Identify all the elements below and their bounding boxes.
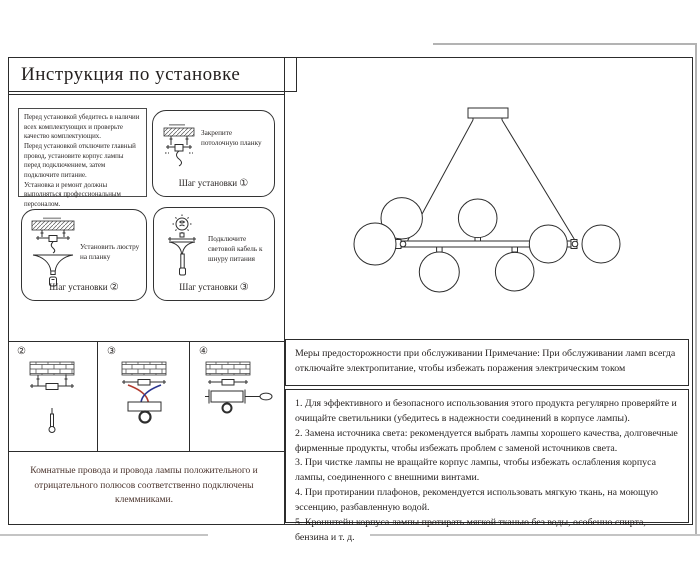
page-edge-top: [433, 43, 696, 45]
wire-connection-diagram: [108, 360, 182, 448]
step-box-3: [153, 207, 275, 301]
maintenance-item: 3. При чистке лампы не вращайте корпус лампы, чтобы избежать ослабления корпуса лампы, соединенного с внешними винтами.: [295, 457, 656, 484]
step-number: ①: [239, 178, 249, 189]
title-rule: [8, 94, 285, 95]
terminal-screwdriver-diagram: [198, 360, 284, 448]
intro-text-box: [18, 108, 147, 208]
globe: [419, 252, 459, 292]
page-title: Инструкция по установке: [21, 63, 241, 85]
canopy: [468, 108, 508, 118]
step-label: Шаг установки ③: [179, 282, 249, 293]
maintenance-item: 5. Кронштейн корпуса лампы протирать мягкой тканью без воды, особенно спирта, бензина и т. д.: [295, 516, 646, 543]
ring: [223, 404, 232, 413]
step-label: Шаг установки ②: [49, 282, 119, 293]
globe: [582, 225, 620, 263]
maintenance-item: 2. Замена источника света: рекомендуется выбрать лампы хорошего качества, долговечные фирменные продукты, чтобы избежать проблем с заменой источников света.: [295, 427, 678, 454]
precaution-box: [285, 339, 689, 386]
step-caption: Подключите световой кабель к шнуру питания: [208, 235, 263, 264]
step-label: Шаг установки ①: [178, 178, 249, 189]
globe: [495, 252, 534, 291]
step-caption: Установить люстру на планку: [80, 243, 140, 262]
mount-chandelier-diagram: [29, 217, 77, 287]
step-box-1: [152, 110, 275, 197]
ring: [140, 412, 151, 423]
panel-number: ②: [17, 346, 26, 357]
globe: [529, 225, 567, 263]
maintenance-box: [285, 389, 689, 543]
bracket-screw-diagram: [18, 360, 88, 448]
wiring-caption: Комнатные провода и провода лампы положительного и отрицательного полюсов соответственно подключены клеммниками.: [30, 466, 258, 506]
chandelier-diagram: [285, 57, 692, 339]
intro-paragraph: Перед установкой отключите главный провод, установите корпус лампы перед подключением, затем подключите питание.: [24, 142, 136, 179]
connect-cable-diagram: [160, 214, 204, 288]
wiring-panel-3: [97, 342, 190, 451]
step-number: ③: [239, 282, 249, 293]
panel-number: ③: [107, 346, 116, 357]
step-box-2: [21, 209, 147, 301]
step-number: ②: [109, 282, 119, 293]
ceiling-plate-diagram: [161, 123, 197, 173]
globe: [354, 223, 396, 265]
globe: [458, 199, 497, 238]
wiring-panels: [8, 341, 285, 452]
page-edge-bottom-left: [0, 534, 208, 536]
page-edge-right: [695, 43, 697, 536]
title-box: [8, 57, 297, 92]
wiring-panel-2: [8, 342, 97, 451]
wiring-panel-4: [189, 342, 286, 451]
step-caption: Закрепите потолочную планку: [201, 129, 262, 148]
intro-paragraph: Перед установкой убедитесь в наличии всех комплектующих и проверьте качество комплектующих.: [24, 114, 140, 141]
maintenance-item: 1. Для эффективного и безопасного использования этого продукта регулярно проверяйте и очищайте светильники (убедитесь в надежности соединений в корпусе лампы).: [295, 398, 677, 424]
maintenance-item: 4. При протирании плафонов, рекомендуется использовать мягкую ткань, на моющую эссенцию, разбавленную водой.: [295, 487, 658, 514]
panel-number: ④: [199, 346, 208, 357]
precaution-text: Меры предосторожности при обслуживании Примечание: При обслуживании ламп всегда отключайте электропитание, чтобы избежать поражения электрическим током: [295, 348, 676, 375]
intro-paragraph: Установка и ремонт должны выполняться профессиональным персоналом.: [24, 181, 121, 208]
